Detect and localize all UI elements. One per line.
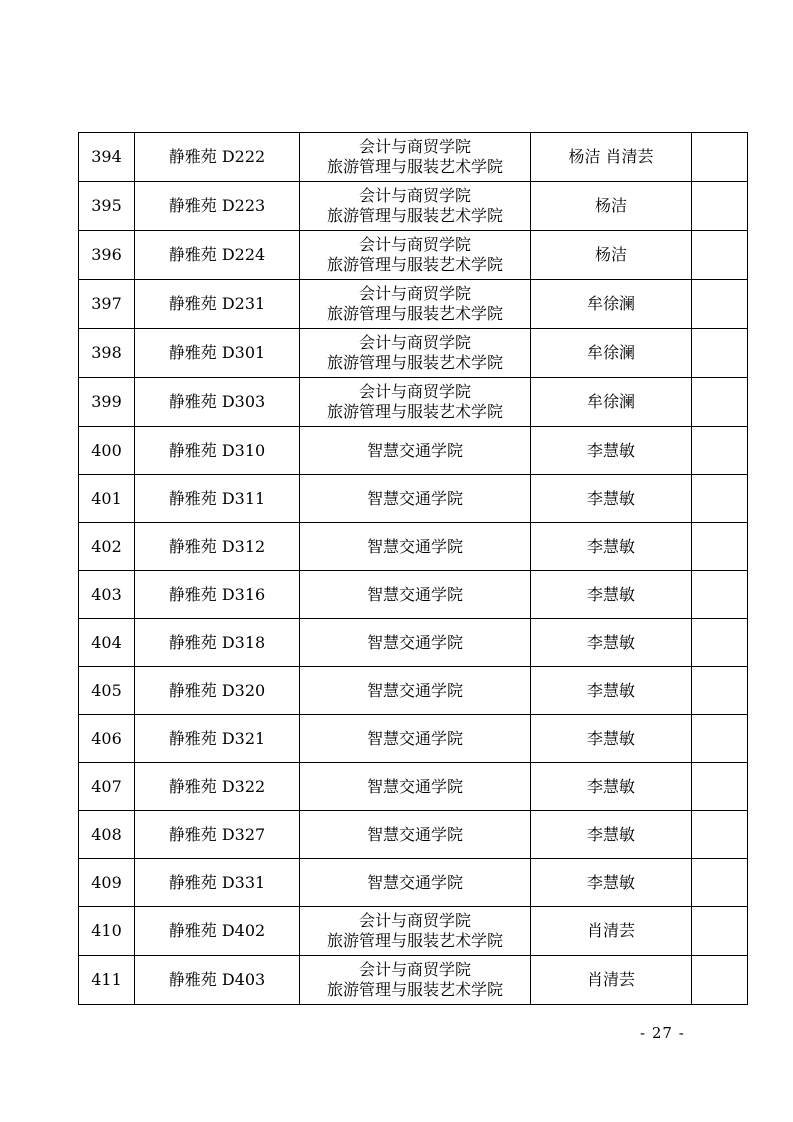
college-name: 旅游管理与服装艺术学院 — [326, 255, 503, 274]
college-name: 智慧交通学院 — [366, 776, 463, 796]
table-row — [79, 378, 748, 427]
table-row — [79, 133, 748, 182]
room-cell: 静雅苑 D403 — [135, 956, 300, 1005]
page-number: - 27 - — [640, 1024, 685, 1042]
row-number-cell: 411 — [79, 956, 135, 1005]
room-cell: 静雅苑 D318 — [135, 619, 300, 667]
table-row — [79, 907, 748, 956]
row-number-cell: 400 — [79, 427, 135, 475]
note-cell — [692, 378, 748, 427]
row-number-cell: 407 — [79, 763, 135, 811]
college-cell — [300, 182, 531, 231]
row-number-cell: 404 — [79, 619, 135, 667]
college-cell — [300, 859, 531, 907]
room-cell: 静雅苑 D303 — [135, 378, 300, 427]
note-cell — [692, 667, 748, 715]
college-cell — [300, 619, 531, 667]
room-cell: 静雅苑 D224 — [135, 231, 300, 280]
college-name: 会计与商贸学院 — [358, 235, 471, 254]
room-cell: 静雅苑 D327 — [135, 811, 300, 859]
note-cell — [692, 571, 748, 619]
row-number-cell: 410 — [79, 907, 135, 956]
college-cell — [300, 378, 531, 427]
room-cell: 静雅苑 D301 — [135, 329, 300, 378]
college-cell — [300, 811, 531, 859]
row-number-cell: 394 — [79, 133, 135, 182]
college-cell — [300, 571, 531, 619]
college-name: 会计与商贸学院 — [358, 911, 471, 930]
row-number-cell: 399 — [79, 378, 135, 427]
table-row — [79, 182, 748, 231]
row-number-cell: 405 — [79, 667, 135, 715]
note-cell — [692, 763, 748, 811]
responsible-person-cell: 杨洁 肖清芸 — [531, 133, 692, 182]
college-cell — [300, 329, 531, 378]
note-cell — [692, 475, 748, 523]
college-name: 会计与商贸学院 — [358, 382, 471, 401]
college-name: 智慧交通学院 — [366, 872, 463, 892]
table-row — [79, 280, 748, 329]
college-name: 智慧交通学院 — [366, 680, 463, 700]
responsible-person-cell: 李慧敏 — [531, 667, 692, 715]
college-name: 智慧交通学院 — [366, 536, 463, 556]
note-cell — [692, 619, 748, 667]
college-name: 智慧交通学院 — [366, 632, 463, 652]
note-cell — [692, 427, 748, 475]
college-name: 智慧交通学院 — [366, 440, 463, 460]
college-name: 会计与商贸学院 — [358, 333, 471, 352]
room-cell: 静雅苑 D231 — [135, 280, 300, 329]
note-cell — [692, 907, 748, 956]
table-row — [79, 427, 748, 475]
college-name: 旅游管理与服装艺术学院 — [326, 980, 503, 999]
row-number-cell: 406 — [79, 715, 135, 763]
note-cell — [692, 182, 748, 231]
responsible-person-cell: 李慧敏 — [531, 811, 692, 859]
college-cell — [300, 907, 531, 956]
responsible-person-cell: 杨洁 — [531, 182, 692, 231]
room-cell: 静雅苑 D312 — [135, 523, 300, 571]
responsible-person-cell: 李慧敏 — [531, 715, 692, 763]
responsible-person-cell: 李慧敏 — [531, 619, 692, 667]
responsible-person-cell: 肖清芸 — [531, 907, 692, 956]
college-name: 会计与商贸学院 — [358, 960, 471, 979]
note-cell — [692, 280, 748, 329]
note-cell — [692, 859, 748, 907]
college-name: 智慧交通学院 — [366, 824, 463, 844]
responsible-person-cell: 杨洁 — [531, 231, 692, 280]
college-name: 会计与商贸学院 — [358, 186, 471, 205]
table-row — [79, 811, 748, 859]
college-cell — [300, 475, 531, 523]
room-cell: 静雅苑 D222 — [135, 133, 300, 182]
college-cell — [300, 133, 531, 182]
row-number-cell: 398 — [79, 329, 135, 378]
college-cell — [300, 956, 531, 1005]
row-number-cell: 397 — [79, 280, 135, 329]
college-name: 会计与商贸学院 — [358, 137, 471, 156]
table-row — [79, 667, 748, 715]
responsible-person-cell: 李慧敏 — [531, 859, 692, 907]
room-cell: 静雅苑 D322 — [135, 763, 300, 811]
table-row — [79, 571, 748, 619]
room-cell: 静雅苑 D331 — [135, 859, 300, 907]
college-cell — [300, 427, 531, 475]
responsible-person-cell: 肖清芸 — [531, 956, 692, 1005]
responsible-person-cell: 李慧敏 — [531, 427, 692, 475]
table-body — [79, 133, 748, 1005]
note-cell — [692, 811, 748, 859]
room-cell: 静雅苑 D321 — [135, 715, 300, 763]
college-name: 旅游管理与服装艺术学院 — [326, 157, 503, 176]
college-name: 智慧交通学院 — [366, 488, 463, 508]
note-cell — [692, 523, 748, 571]
table-row — [79, 859, 748, 907]
college-name: 旅游管理与服装艺术学院 — [326, 353, 503, 372]
row-number-cell: 409 — [79, 859, 135, 907]
table-row — [79, 523, 748, 571]
table-row — [79, 475, 748, 523]
table-row — [79, 619, 748, 667]
row-number-cell: 402 — [79, 523, 135, 571]
row-number-cell: 401 — [79, 475, 135, 523]
responsible-person-cell: 李慧敏 — [531, 475, 692, 523]
room-cell: 静雅苑 D223 — [135, 182, 300, 231]
table-row — [79, 763, 748, 811]
row-number-cell: 403 — [79, 571, 135, 619]
college-cell — [300, 763, 531, 811]
room-cell: 静雅苑 D311 — [135, 475, 300, 523]
responsible-person-cell: 牟徐澜 — [531, 378, 692, 427]
college-name: 旅游管理与服装艺术学院 — [326, 304, 503, 323]
responsible-person-cell: 李慧敏 — [531, 571, 692, 619]
table-row — [79, 956, 748, 1005]
table-row — [79, 329, 748, 378]
table-row — [79, 231, 748, 280]
college-name: 会计与商贸学院 — [358, 284, 471, 303]
row-number-cell: 395 — [79, 182, 135, 231]
dormitory-assignment-table — [78, 132, 748, 1005]
college-cell — [300, 231, 531, 280]
note-cell — [692, 329, 748, 378]
college-name: 旅游管理与服装艺术学院 — [326, 931, 503, 950]
college-name: 智慧交通学院 — [366, 584, 463, 604]
table-row — [79, 715, 748, 763]
note-cell — [692, 231, 748, 280]
room-cell: 静雅苑 D316 — [135, 571, 300, 619]
college-name: 旅游管理与服装艺术学院 — [326, 206, 503, 225]
row-number-cell: 408 — [79, 811, 135, 859]
college-cell — [300, 715, 531, 763]
responsible-person-cell: 李慧敏 — [531, 523, 692, 571]
responsible-person-cell: 李慧敏 — [531, 763, 692, 811]
college-name: 智慧交通学院 — [366, 728, 463, 748]
room-cell: 静雅苑 D310 — [135, 427, 300, 475]
note-cell — [692, 133, 748, 182]
responsible-person-cell: 牟徐澜 — [531, 280, 692, 329]
note-cell — [692, 715, 748, 763]
room-cell: 静雅苑 D402 — [135, 907, 300, 956]
note-cell — [692, 956, 748, 1005]
row-number-cell: 396 — [79, 231, 135, 280]
college-cell — [300, 280, 531, 329]
college-name: 旅游管理与服装艺术学院 — [326, 402, 503, 421]
room-cell: 静雅苑 D320 — [135, 667, 300, 715]
college-cell — [300, 667, 531, 715]
responsible-person-cell: 牟徐澜 — [531, 329, 692, 378]
college-cell — [300, 523, 531, 571]
